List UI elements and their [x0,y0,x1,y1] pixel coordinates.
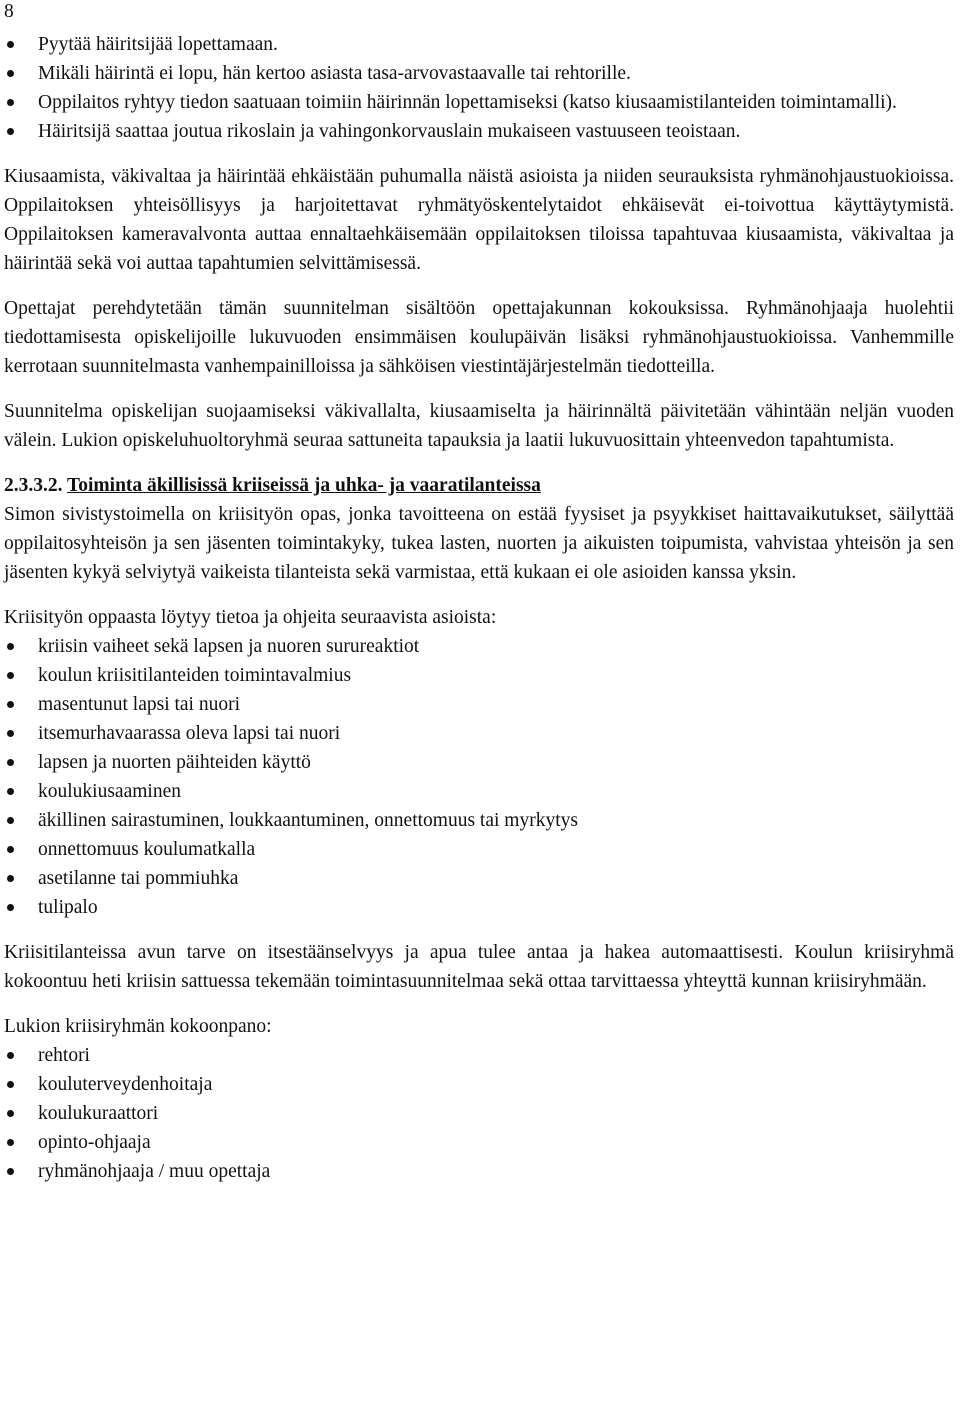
list-item: kriisin vaiheet sekä lapsen ja nuoren surureaktiot [4,632,954,661]
section-heading [4,471,954,500]
crisis-topics-list [4,632,954,922]
list-item: Pyytää häiritsijää lopettamaan. [4,30,954,59]
list-item: koulun kriisitilanteiden toimintavalmius [4,661,954,690]
paragraph-guide-intro: Kriisityön oppaasta löytyy tietoa ja ohjeita seuraavista asioista: [4,607,497,628]
list-item: koulukiusaaminen [4,777,954,806]
list-item: itsemurhavaarassa oleva lapsi tai nuori [4,719,954,748]
section-number: 2.3.3.2. [4,475,63,496]
paragraph-crisis-response: Kriisitilanteissa avun tarve on itsestäänselvyys ja apua tulee antaa ja hakea automaattisesti. Koulun kriisiryhmä kokoontuu heti kriisin sattuessa tekemään toimintasuunnitelmaa sekä ottaa tarvittaessa yhteyttä kunnan kriisiryhmään. [4,942,954,992]
list-item: Oppilaitos ryhtyy tiedon saatuaan toimiin häirinnän lopettamiseksi (katso kiusaamistilanteiden toimintamalli). [4,88,954,117]
section-title: Toiminta äkillisissä kriiseissä ja uhka- ja vaaratilanteissa [67,475,541,496]
paragraph-prevention: Kiusaamista, väkivaltaa ja häirintää ehkäistään puhumalla näistä asioista ja niiden seurauksista ryhmänohjaustuokioissa. Oppilaitoksen yhteisöllisyys ja harjoitettavat ryhmätyöskentelytaidot ehkäisevät ei-toivottua käyttäytymistä. Oppilaitoksen kameravalvonta auttaa ennaltaehkäisemään oppilaitoksen tiloissa tapahtuvaa kiusaamista, väkivaltaa ja häirintää sekä voi auttaa tapahtumien selvittämisessä. [4,166,954,274]
paragraph-plan-update: Suunnitelma opiskelijan suojaamiseksi väkivallalta, kiusaamiselta ja häirinnältä päivitetään vähintään neljän vuoden välein. Lukion opiskeluhuoltoryhmä seuraa sattuneita tapauksia ja laatii lukuvuosittain yhteenvedon tapahtumista. [4,401,954,451]
crisis-group-members-list [4,1041,954,1186]
list-item: lapsen ja nuorten päihteiden käyttö [4,748,954,777]
list-item: ryhmänohjaaja / muu opettaja [4,1157,954,1186]
paragraph-orientation: Opettajat perehdytetään tämän suunnitelman sisältöön opettajakunnan kokouksissa. Ryhmänohjaaja huolehtii tiedottamisesta opiskelijoille lukuvuoden ensimmäisen koulupäivän lisäksi ryhmänohjaustuokioissa. Vanhemmille kerrotaan suunnitelmasta vanhempainilloissa ja sähköisen viestintäjärjestelmän tiedotteilla. [4,298,954,377]
list-item: Mikäli häirintä ei lopu, hän kertoo asiasta tasa-arvovastaavalle tai rehtorille. [4,59,954,88]
list-item: koulukuraattori [4,1099,954,1128]
paragraph-crisis-group-intro: Lukion kriisiryhmän kokoonpano: [4,1016,272,1037]
harassment-steps-list [4,30,954,146]
list-item: Häiritsijä saattaa joutua rikoslain ja vahingonkorvauslain mukaiseen vastuuseen teoistaan. [4,117,954,146]
list-item: asetilanne tai pommiuhka [4,864,954,893]
list-item: tulipalo [4,893,954,922]
page-number: 8 [4,1,14,22]
list-item: rehtori [4,1041,954,1070]
list-item: kouluterveydenhoitaja [4,1070,954,1099]
list-item: äkillinen sairastuminen, loukkaantuminen, onnettomuus tai myrkytys [4,806,954,835]
list-item: masentunut lapsi tai nuori [4,690,954,719]
list-item: opinto-ohjaaja [4,1128,954,1157]
paragraph-crisis-guide: Simon sivistystoimella on kriisityön opas, jonka tavoitteena on estää fyysiset ja psyykkiset haittavaikutukset, säilyttää oppilaitosyhteisön ja sen jäsenten toimintakyky, tukea lasten, nuorten ja aikuisten toipumista, vahvistaa yhteisön ja sen jäsenten kykyä selviytyä vaikeista tilanteista sekä varmistaa, että kukaan ei ole asioiden kanssa yksin. [4,504,954,583]
list-item: onnettomuus koulumatkalla [4,835,954,864]
